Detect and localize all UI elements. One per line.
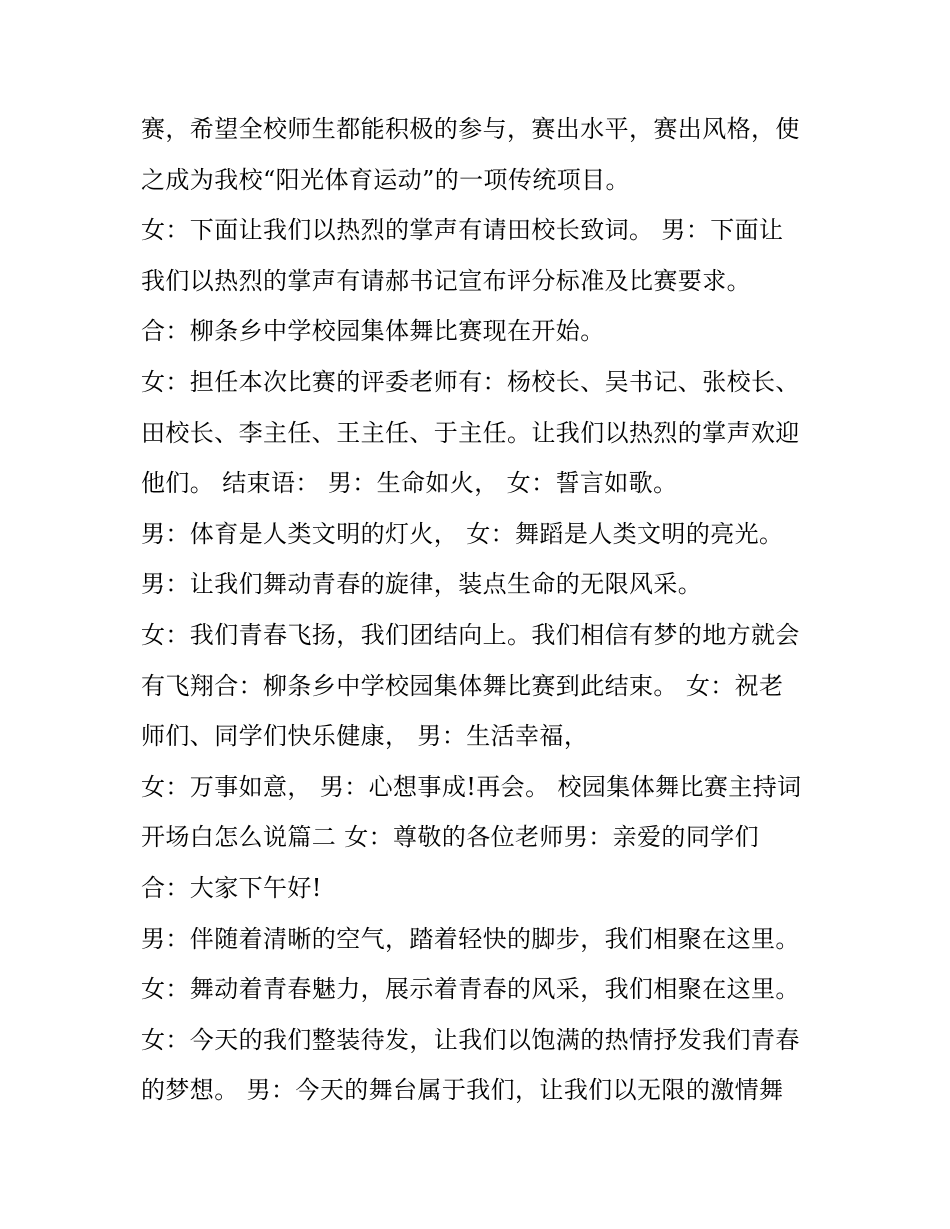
text-line: 男：体育是人类文明的灯火， 女：舞蹈是人类文明的亮光。 [141,519,784,548]
text-line: 女：今天的我们整装待发，让我们以饱满的热情抒发我们青春 [141,1025,800,1054]
text-line: 田校长、李主任、王主任、于主任。让我们以热烈的掌声欢迎 [141,418,800,447]
text-line: 开场白怎么说篇二 女：尊敬的各位老师男：亲爱的同学们 [141,823,760,852]
text-line: 的梦想。 男：今天的舞台属于我们，让我们以无限的激情舞 [141,1076,784,1105]
text-line: 之成为我校“阳光体育运动”的一项传统项目。 [141,165,630,194]
text-line: 男：让我们舞动青春的旋律，装点生命的无限风采。 [141,570,703,599]
text-line: 男：伴随着清晰的空气，踏着轻快的脚步，我们相聚在这里。 [141,924,800,953]
text-line: 合：柳条乡中学校园集体舞比赛现在开始。 [141,317,605,346]
text-line: 女：万事如意， 男：心想事成!再会。 校园集体舞比赛主持词 [141,772,802,801]
text-line: 我们以热烈的掌声有请郝书记宣布评分标准及比赛要求。 [141,266,751,295]
text-line: 女：担任本次比赛的评委老师有：杨校长、吴书记、张校长、 [141,367,800,396]
text-line: 女：我们青春飞扬，我们团结向上。我们相信有梦的地方就会 [141,620,800,649]
text-line: 女：舞动着青春魅力，展示着青春的风采，我们相聚在这里。 [141,975,800,1004]
text-line: 女：下面让我们以热烈的掌声有请田校长致词。 男：下面让 [141,216,784,245]
text-line: 有飞翔合：柳条乡中学校园集体舞比赛到此结束。 女：祝老 [141,671,784,700]
text-line: 合：大家下午好! [141,873,322,902]
text-line: 他们。 结束语： 男：生命如火， 女：誓言如歌。 [141,469,678,498]
text-line: 师们、同学们快乐健康， 男：生活幸福， [141,722,589,751]
text-line: 赛，希望全校师生都能积极的参与，赛出水平，赛出风格，使 [141,115,800,143]
document-body [141,104,831,1116]
